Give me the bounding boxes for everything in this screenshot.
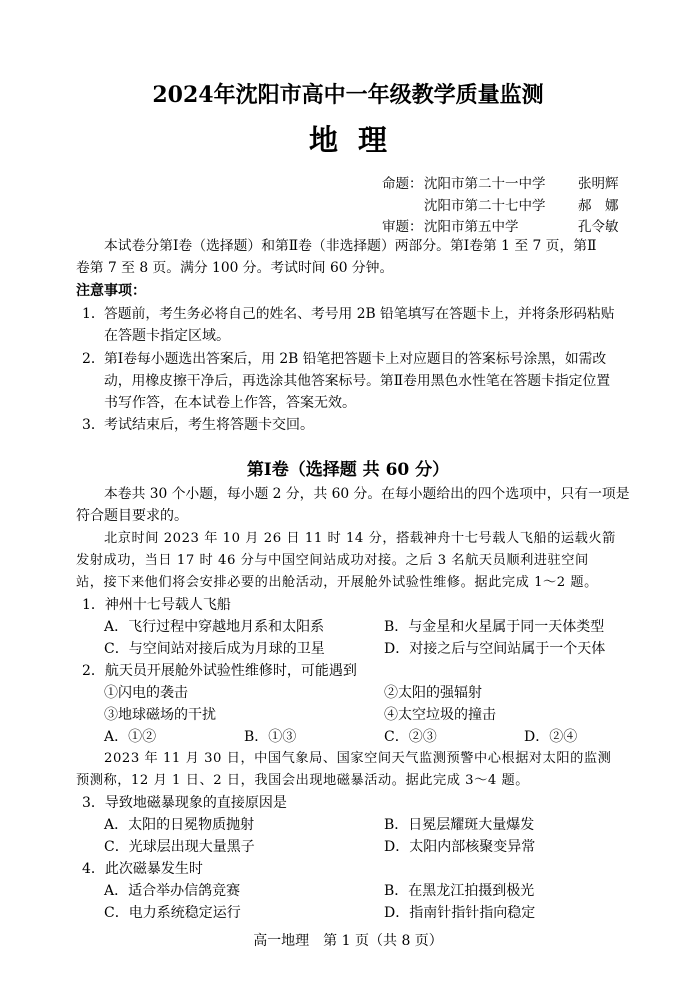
- note2-number: 2．: [82, 351, 105, 367]
- q2-option-a: A．①②: [104, 729, 157, 745]
- exam-title: 2024年沈阳市高中一年级教学质量监测: [152, 82, 544, 108]
- passage1-line3: 站，接下来他们将会安排必要的出舱活动，开展舱外试验性维修。据此完成 1～2 题。: [76, 575, 598, 590]
- note2-line3: 书写作答，在本试卷上作答，答案无效。: [104, 395, 356, 411]
- q3-option-b: B．日冕层耀斑大量爆发: [384, 817, 535, 833]
- q2-statement-4: ④太空垃圾的撞击: [384, 707, 496, 723]
- proposal-label: 命题：: [382, 176, 423, 192]
- q1-option-d: D．对接之后与空间站属于一个天体: [384, 641, 606, 657]
- note3-line1: 考试结束后，考生将答题卡交回。: [104, 417, 314, 433]
- review-label: 审题：: [382, 219, 423, 235]
- q1-option-a: A．飞行过程中穿越地月系和太阳系: [104, 619, 325, 635]
- proposer1-name: 张明辉: [578, 176, 619, 192]
- q2-option-d: D．②④: [524, 729, 578, 745]
- q4-stem: 4．此次磁暴发生时: [82, 861, 203, 877]
- note1-line1: 答题前，考生务必将自己的姓名、考号用 2B 铅笔填写在答题卡上，并将条形码粘贴: [104, 306, 615, 322]
- q3-stem: 3．导致地磁暴现象的直接原因是: [82, 795, 287, 811]
- intro-line2: 卷第 7 至 8 页。满分 100 分。考试时间 60 分钟。: [76, 260, 394, 276]
- intro-line1: 本试卷分第Ⅰ卷（选择题）和第Ⅱ卷（非选择题）两部分。第Ⅰ卷第 1 至 7 页，第Ⅱ: [104, 238, 597, 254]
- q1-option-b: B．与金星和火星属于同一天体类型: [384, 619, 605, 635]
- q2-stem: 2．航天员开展舱外试验性维修时，可能遇到: [82, 663, 357, 679]
- q4-option-c: C．电力系统稳定运行: [104, 905, 241, 921]
- proposer1-school: 沈阳市第二十一中学: [424, 176, 546, 192]
- q3-option-c: C．光球层出现大量黑子: [104, 839, 255, 855]
- q1-option-c: C．与空间站对接后成为月球的卫星: [104, 641, 325, 657]
- q2-statement-2: ②太阳的强辐射: [384, 685, 482, 701]
- passage1-line1: 北京时间 2023 年 10 月 26 日 11 时 14 分，搭载神舟十七号载人飞船的运载火箭: [104, 531, 616, 546]
- passage2-line1: 2023 年 11 月 30 日，中国气象局、国家空间天气监测预警中心根据对太阳的监测: [104, 751, 612, 766]
- proposer2-name: 郝 娜: [578, 198, 619, 214]
- note2-line1: 第Ⅰ卷每小题选出答案后，用 2B 铅笔把答题卡上对应题目的答案标号涂黑，如需改: [104, 351, 607, 367]
- note1-line2: 在答题卡指定区域。: [104, 328, 230, 344]
- q4-option-b: B．在黑龙江拍摄到极光: [384, 883, 535, 899]
- q2-statement-1: ①闪电的袭击: [104, 685, 188, 701]
- q2-statement-3: ③地球磁场的干扰: [104, 707, 216, 723]
- q3-option-a: A．太阳的日冕物质抛射: [104, 817, 255, 833]
- section1-desc-line2: 符合题目要求的。: [76, 508, 188, 524]
- section1-title: 第Ⅰ卷（选择题 共 60 分）: [246, 460, 450, 480]
- q3-option-d: D．太阳内部核聚变异常: [384, 839, 536, 855]
- passage2-line2: 预测称，12 月 1 日、2 日，我国会出现地磁暴活动。据此完成 3～4 题。: [76, 773, 530, 788]
- notes-heading: 注意事项：: [76, 283, 146, 299]
- q4-option-a: A．适合举办信鸽竞赛: [104, 883, 241, 899]
- q2-option-b: B．①③: [244, 729, 297, 745]
- subject-title: 地理: [308, 123, 407, 157]
- reviewer-school: 沈阳市第五中学: [424, 219, 519, 235]
- section1-desc-line1: 本卷共 30 个小题，每小题 2 分，共 60 分。在每小题给出的四个选项中，只有一项是: [104, 486, 630, 502]
- q2-option-c: C．②③: [384, 729, 437, 745]
- q4-option-d: D．指南针指针指向稳定: [384, 905, 536, 921]
- q1-stem: 1．神州十七号载人飞船: [82, 597, 231, 613]
- reviewer-name: 孔令敏: [578, 219, 619, 235]
- passage1-line2: 发射成功，当日 17 时 46 分与中国空间站成功对接。之后 3 名航天员顺利进驻空间: [76, 553, 589, 568]
- note1-number: 1．: [82, 306, 105, 322]
- proposer2-school: 沈阳市第二十七中学: [424, 198, 546, 214]
- note3-number: 3．: [82, 417, 105, 433]
- note2-line2: 动，用橡皮擦干净后，再选涂其他答案标号。第Ⅱ卷用黑色水性笔在答题卡指定位置: [104, 373, 611, 389]
- page-footer: 高一地理 第 1 页（共 8 页）: [253, 933, 443, 949]
